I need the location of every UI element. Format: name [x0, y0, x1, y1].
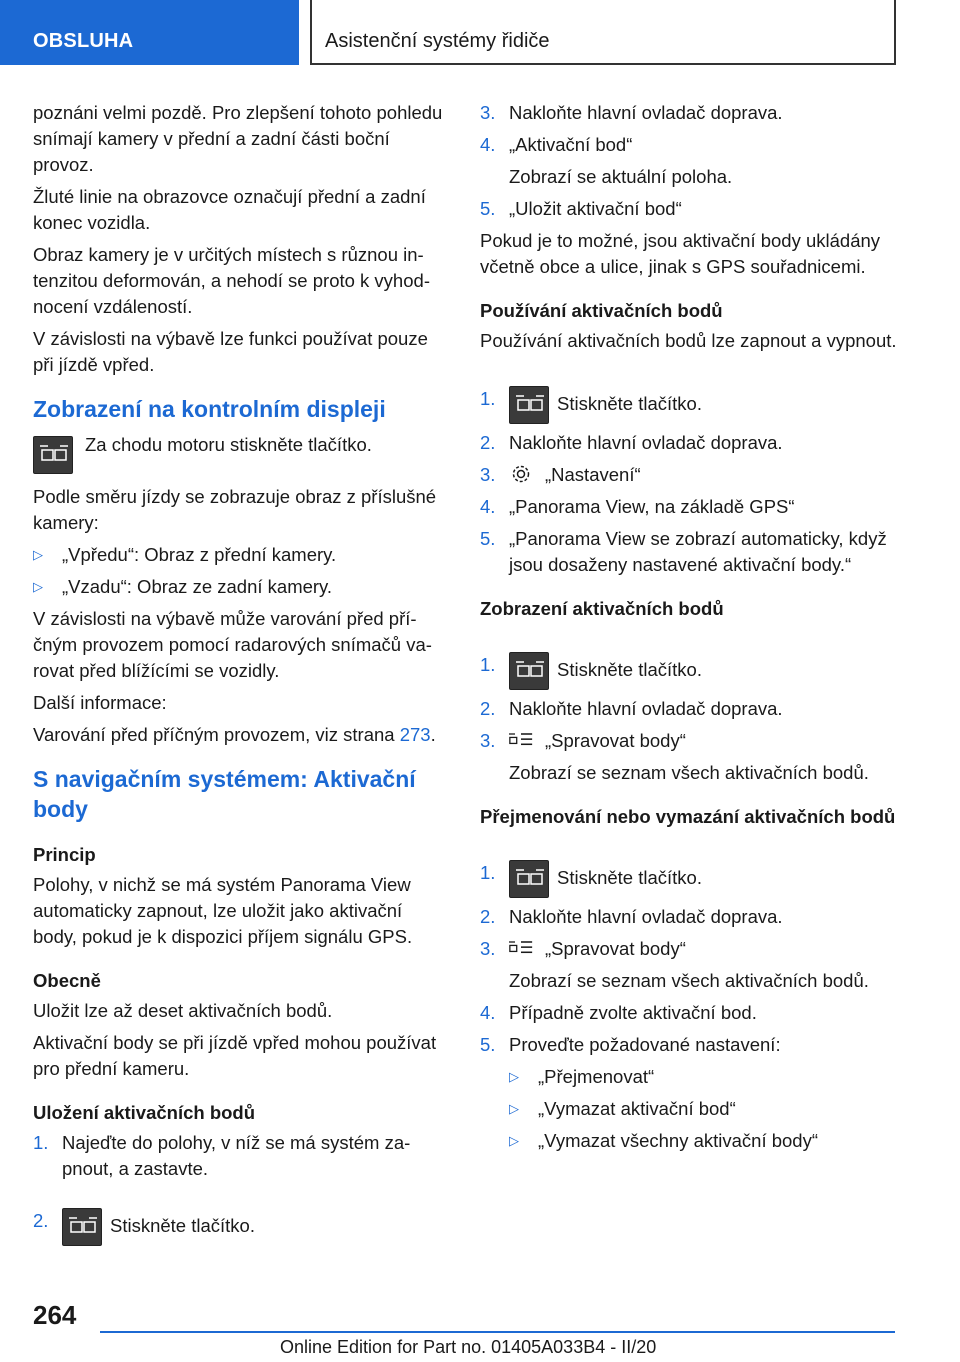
list-item: 2. Nakloňte hlavní ovladač doprava. — [480, 698, 783, 719]
paragraph: V závislosti na výbavě může varování před příčným provozem pomocí radarových snímačů varovat před blížícími se vozidly. — [33, 608, 432, 681]
paragraph: Podle směru jízdy se zobrazuje obraz z příslušné kamery: — [33, 486, 437, 533]
camera-list-icon — [509, 938, 533, 958]
triangle-right-icon: ▷ — [509, 1101, 519, 1116]
paragraph: V závislosti na výbavě lze funkci používat pouze při jízdě vpřed. — [33, 328, 428, 375]
panorama-camera-button-icon — [509, 860, 549, 898]
section-tab: OBSLUHA — [0, 0, 299, 65]
list-item: 2. Nakloňte hlavní ovladač doprava. — [480, 906, 783, 927]
paragraph: Obraz kamery je v určitých místech s různou intenzitou deformován, a nehodí se proto k vyhodnocení vzdáleností. — [33, 244, 430, 317]
camera-list-icon — [509, 730, 533, 750]
subheading: Uložení aktivačních bodů — [33, 1102, 256, 1123]
subheading: Zobrazení aktivačních bodů — [480, 598, 724, 619]
paragraph: Uložit lze až deset aktivačních bodů. — [33, 1000, 333, 1021]
panorama-camera-button-icon — [62, 1208, 102, 1246]
triangle-right-icon: ▷ — [509, 1069, 519, 1084]
edition-note: Online Edition for Part no. 01405A033B4 - II/20 — [280, 1337, 657, 1357]
footer-rule — [100, 1331, 895, 1333]
subheading: Obecně — [33, 970, 101, 991]
list-item: 2. Nakloňte hlavní ovladač doprava. — [480, 432, 783, 453]
list-item: 4. „Panorama View, na základě GPS“ — [480, 496, 795, 517]
gear-icon — [509, 464, 533, 484]
list-item: 5. Proveďte požadované nastavení: — [480, 1034, 781, 1055]
subheading: Princip — [33, 844, 96, 865]
chapter-title: Asistenční systémy řidiče — [311, 0, 896, 65]
step-result: Zobrazí se seznam všech aktivačních bodů. — [509, 970, 869, 991]
instruction-text: Za chodu motoru stiskněte tlačítko. — [85, 434, 372, 455]
subheading: Přejmenování nebo vymazání aktivačních bodů — [480, 806, 896, 827]
triangle-right-icon: ▷ — [509, 1133, 519, 1148]
triangle-right-icon: ▷ — [33, 547, 43, 562]
paragraph: Používání aktivačních bodů lze zapnout a vypnout. — [480, 330, 897, 351]
list-item: 4. „Aktivační bod“ — [480, 134, 633, 155]
list-item: 2. Stiskněte tlačítko. — [33, 1196, 443, 1246]
list-item: ▷ „Vymazat aktivační bod“ — [480, 1096, 900, 1122]
paragraph: Pokud je to možné, jsou aktivační body ukládány včetně obce a ulice, jinak s GPS souřadnicemi. — [480, 230, 881, 277]
right-column — [480, 100, 900, 1160]
step-result: Zobrazí se aktuální poloha. — [509, 166, 733, 187]
list-item: 3. „Spravovat body“ — [480, 730, 686, 751]
list-item: 4. Případně zvolte aktivační bod. — [480, 1002, 757, 1023]
list-item: 3. „Spravovat body“ — [480, 938, 686, 959]
list-item: 3. Nakloňte hlavní ovladač doprava. — [480, 102, 783, 123]
section-heading: S navigačním systémem: Aktivační body — [33, 766, 416, 822]
paragraph: Polohy, v nichž se má systém Panorama View automaticky zapnout, lze uložit jako aktivační body, pokud je k dispozici příjem signálu GPS. — [33, 874, 413, 947]
paragraph: poznáni velmi pozdě. Pro zlepšení tohoto pohledu snímají kamery v přední a zadní části boční provoz. — [33, 102, 443, 175]
list-item: 5. „Uložit aktivační bod“ — [480, 198, 682, 219]
paragraph: Varování před příčným provozem, viz strana 273. — [33, 724, 436, 745]
list-item: 3. „Nastavení“ — [480, 464, 641, 485]
paragraph: Další informace: — [33, 692, 167, 713]
list-item: ▷ „Vpředu“: Obraz z přední kamery. — [33, 542, 443, 568]
list-item: ▷ „Vymazat všechny aktivační body“ — [480, 1128, 900, 1154]
step-result: Zobrazí se seznam všech aktivačních bodů. — [509, 762, 869, 783]
list-item: 5. „Panorama View se zobrazí automaticky, když jsou dosaženy nastavené aktivační body.“ — [480, 528, 887, 575]
list-item: 1. Stiskněte tlačítko. — [480, 848, 900, 898]
list-item: 1. Stiskněte tlačítko. — [480, 640, 900, 690]
panorama-camera-button-icon — [509, 386, 549, 424]
list-item: 1. Stiskněte tlačítko. — [480, 374, 900, 424]
section-heading: Zobrazení na kontrolním displeji — [33, 396, 386, 422]
subheading: Používání aktivačních bodů — [480, 300, 723, 321]
page-number: 264 — [33, 1300, 77, 1330]
paragraph: Žluté linie na obrazovce označují přední a zadní konec vozidla. — [33, 186, 426, 233]
button-instruction — [33, 432, 443, 474]
panorama-camera-button-icon — [33, 436, 73, 474]
triangle-right-icon: ▷ — [33, 579, 43, 594]
paragraph: Aktivační body se při jízdě vpřed mohou používat pro přední kameru. — [33, 1032, 437, 1079]
left-column — [33, 100, 443, 1252]
list-item: 1. Najeďte do polohy, v níž se má systém zapnout, a zastavte. — [33, 1132, 411, 1179]
list-item: ▷ „Přejmenovat“ — [480, 1064, 900, 1090]
page-link[interactable]: 273 — [399, 724, 431, 745]
list-item: ▷ „Vzadu“: Obraz ze zadní kamery. — [33, 574, 443, 600]
panorama-camera-button-icon — [509, 652, 549, 690]
